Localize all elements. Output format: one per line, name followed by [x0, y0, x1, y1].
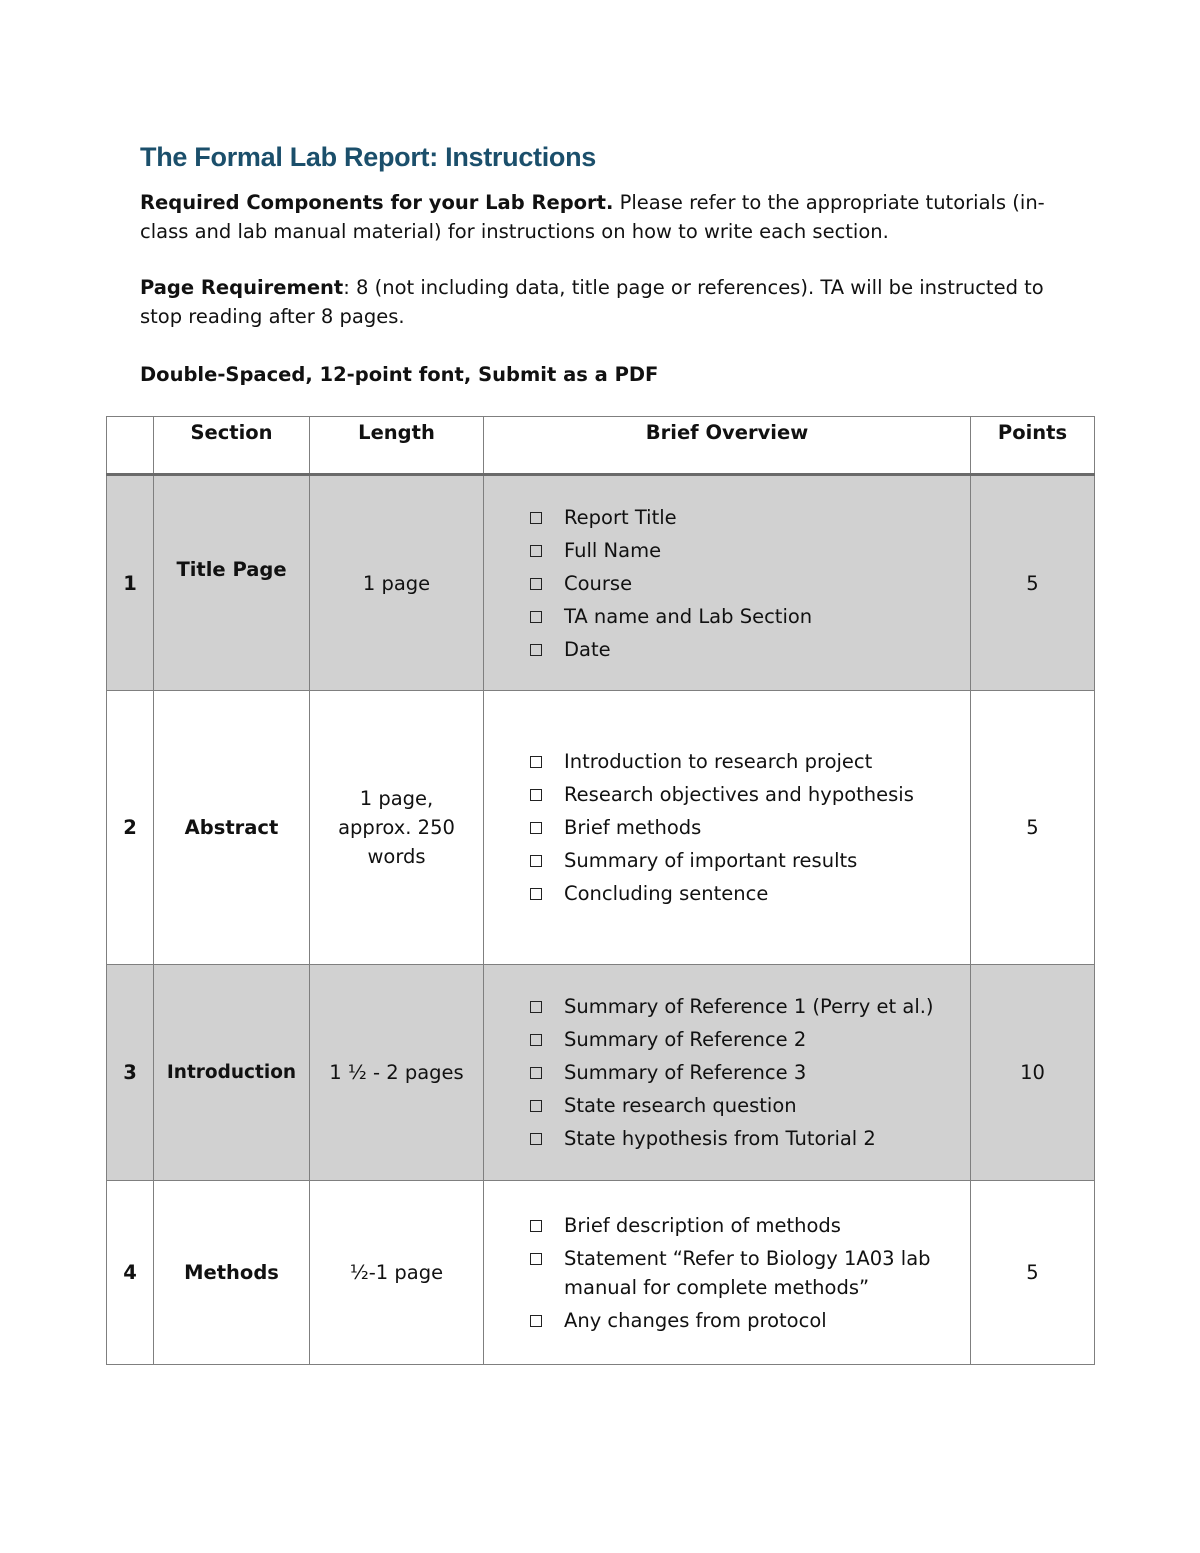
- row-length: 1 page, approx. 250 words: [310, 691, 484, 965]
- row-number: 1: [107, 475, 154, 691]
- checkbox-icon[interactable]: [530, 1100, 542, 1112]
- checklist-item: [530, 1023, 970, 1056]
- row-length: 1 page: [310, 475, 484, 691]
- checklist: [484, 501, 970, 666]
- checklist-item-label: Course: [564, 571, 633, 595]
- checkbox-icon[interactable]: [530, 644, 542, 656]
- requirements-table: [106, 416, 1095, 1365]
- checklist-item-label: Date: [564, 637, 611, 661]
- checklist-item-label: TA name and Lab Section: [564, 604, 813, 628]
- checklist-item: [530, 1122, 970, 1155]
- page-requirement-bold: Page Requirement: [140, 276, 344, 299]
- row-section: Abstract: [154, 691, 310, 965]
- header-number: [107, 417, 154, 475]
- checklist-item-label: State research question: [564, 1094, 797, 1117]
- checklist-item: [530, 633, 970, 666]
- table-row: [107, 1181, 1095, 1365]
- checklist-item-label: Summary of important results: [564, 849, 858, 872]
- table-row: [107, 965, 1095, 1181]
- intro-text: Please refer to the appropriate tutorials (in-class and lab manual material) for instructions on how to write each section.: [140, 191, 1045, 243]
- checklist-item: [530, 567, 970, 600]
- checklist-item: [530, 534, 970, 567]
- checkbox-icon[interactable]: [530, 855, 542, 867]
- row-section: Introduction: [154, 965, 310, 1181]
- checklist-item-label: Summary of Reference 2: [564, 1028, 807, 1051]
- header-length: Length: [310, 417, 484, 475]
- row-overview: [484, 1181, 971, 1365]
- checkbox-icon[interactable]: [530, 888, 542, 900]
- checklist-item-label: Introduction to research project: [564, 750, 873, 773]
- page-requirement-paragraph: [140, 273, 1075, 331]
- checkbox-icon[interactable]: [530, 1220, 542, 1232]
- checklist-item: [530, 1304, 950, 1337]
- format-line-text: Double-Spaced, 12-point font, Submit as a PDF: [140, 363, 659, 386]
- row-section: Methods: [154, 1181, 310, 1365]
- checklist-item-label: State hypothesis from Tutorial 2: [564, 1127, 876, 1150]
- row-points: 5: [971, 1181, 1095, 1365]
- checklist-item: [530, 811, 970, 844]
- checkbox-icon[interactable]: [530, 512, 542, 524]
- header-section: Section: [154, 417, 310, 475]
- checkbox-icon[interactable]: [530, 822, 542, 834]
- checklist: [484, 745, 970, 910]
- checklist: [484, 1209, 970, 1337]
- row-number: 4: [107, 1181, 154, 1365]
- row-overview: [484, 691, 971, 965]
- row-section: Title Page: [154, 475, 310, 691]
- checklist-item-label: Full Name: [564, 538, 662, 562]
- checklist-item: [530, 990, 970, 1023]
- checklist-item: [530, 1089, 970, 1122]
- page-title: The Formal Lab Report: Instructions: [140, 142, 597, 172]
- row-length: ½-1 page: [310, 1181, 484, 1365]
- row-number: 3: [107, 965, 154, 1181]
- checklist-item: [530, 1056, 970, 1089]
- checkbox-icon[interactable]: [530, 756, 542, 768]
- checklist-item-label: Summary of Reference 3: [564, 1061, 807, 1084]
- checklist-item-label: Research objectives and hypothesis: [564, 783, 914, 806]
- checklist-item: [530, 844, 970, 877]
- checkbox-icon[interactable]: [530, 1001, 542, 1013]
- checklist-item-label: Summary of Reference 1 (Perry et al.): [564, 995, 934, 1018]
- checkbox-icon[interactable]: [530, 1315, 542, 1327]
- checklist-item: [530, 501, 970, 534]
- checkbox-icon[interactable]: [530, 789, 542, 801]
- row-length: 1 ½ - 2 pages: [310, 965, 484, 1181]
- checkbox-icon[interactable]: [530, 578, 542, 590]
- table-row: [107, 475, 1095, 691]
- row-overview: [484, 475, 971, 691]
- checkbox-icon[interactable]: [530, 545, 542, 557]
- intro-bold: Required Components for your Lab Report.: [140, 191, 614, 214]
- header-overview: Brief Overview: [484, 417, 971, 475]
- checkbox-icon[interactable]: [530, 1034, 542, 1046]
- checklist-item-label: Statement “Refer to Biology 1A03 lab manual for complete methods”: [564, 1246, 931, 1299]
- checklist-item-label: Brief description of methods: [564, 1213, 841, 1237]
- checklist: [484, 990, 970, 1155]
- checklist-item-label: Any changes from protocol: [564, 1308, 827, 1332]
- format-line: [140, 360, 1075, 389]
- row-points: 5: [971, 475, 1095, 691]
- table-header-row: [107, 417, 1095, 475]
- row-points: 10: [971, 965, 1095, 1181]
- table-row: [107, 691, 1095, 965]
- row-overview: [484, 965, 971, 1181]
- checklist-item: [530, 778, 970, 811]
- checkbox-icon[interactable]: [530, 1253, 542, 1265]
- checkbox-icon[interactable]: [530, 1133, 542, 1145]
- checklist-item-label: Concluding sentence: [564, 882, 769, 905]
- checklist-item: [530, 745, 970, 778]
- checklist-item-label: Report Title: [564, 505, 677, 529]
- checklist-item: [530, 1209, 950, 1242]
- header-points: Points: [971, 417, 1095, 475]
- checklist-item: [530, 877, 970, 910]
- intro-paragraph: [140, 188, 1075, 246]
- checkbox-icon[interactable]: [530, 611, 542, 623]
- checklist-item: [530, 1242, 950, 1304]
- checkbox-icon[interactable]: [530, 1067, 542, 1079]
- checklist-item-label: Brief methods: [564, 816, 702, 839]
- row-number: 2: [107, 691, 154, 965]
- row-points: 5: [971, 691, 1095, 965]
- checklist-item: [530, 600, 970, 633]
- page-requirement-text: : 8 (not including data, title page or references). TA will be instructed to stop reading after 8 pages.: [140, 276, 1044, 328]
